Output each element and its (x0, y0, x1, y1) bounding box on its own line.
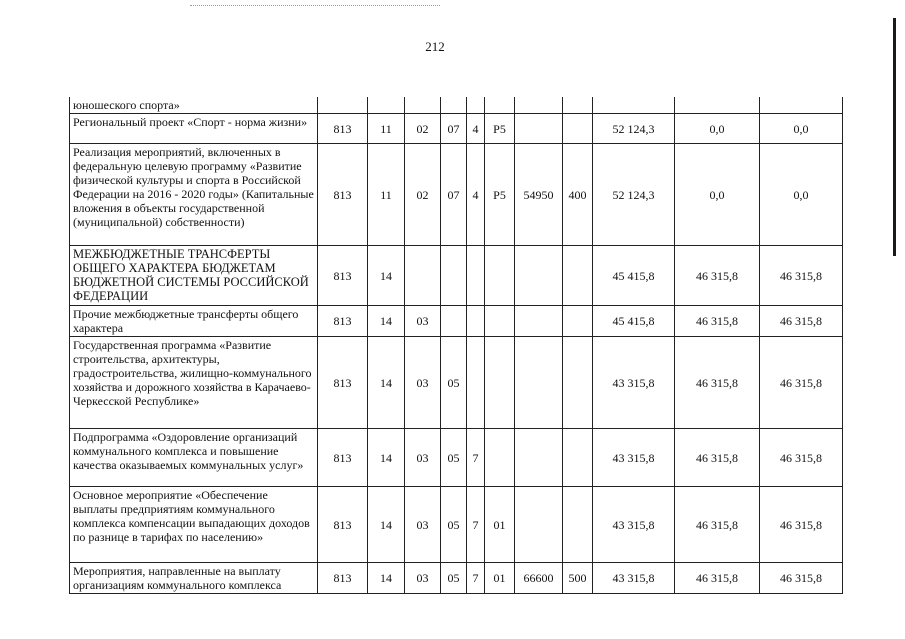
row-name: юношеского спорта» (70, 97, 318, 114)
code-ministry: 813 (318, 487, 368, 563)
table-row (70, 97, 843, 114)
code-program: 05 (441, 337, 467, 429)
sum-year-1: 45 415,8 (593, 306, 675, 337)
code-expense-type (563, 337, 593, 429)
code-section: 14 (368, 337, 405, 429)
code-event: 01 (485, 563, 515, 594)
code-subsection: 03 (405, 487, 441, 563)
code-ministry: 813 (318, 114, 368, 144)
code-program: 07 (441, 114, 467, 144)
code-subsection (405, 246, 441, 306)
row-name: Региональный проект «Спорт - норма жизни» (70, 114, 318, 144)
budget-table (69, 97, 843, 594)
table-row (70, 246, 843, 306)
code-program: 07 (441, 144, 467, 246)
sum-year-1: 45 415,8 (593, 246, 675, 306)
code-expense-type (563, 246, 593, 306)
sum-year-1: 43 315,8 (593, 429, 675, 487)
code-ministry (318, 97, 368, 114)
code-expense-type (563, 429, 593, 487)
code-subsection (405, 97, 441, 114)
table-row (70, 306, 843, 337)
code-section: 14 (368, 246, 405, 306)
sum-year-1: 43 315,8 (593, 563, 675, 594)
table-row (70, 487, 843, 563)
code-program (441, 246, 467, 306)
sum-year-1: 52 124,3 (593, 144, 675, 246)
code-expense-type (563, 306, 593, 337)
code-section: 14 (368, 306, 405, 337)
code-subsection: 02 (405, 144, 441, 246)
table-row (70, 337, 843, 429)
sum-year-3: 46 315,8 (760, 429, 843, 487)
sum-year-3 (760, 97, 843, 114)
code-ministry: 813 (318, 144, 368, 246)
code-subprogram (467, 97, 485, 114)
code-subprogram (467, 306, 485, 337)
sum-year-1: 52 124,3 (593, 114, 675, 144)
code-section: 11 (368, 144, 405, 246)
code-direction (515, 487, 563, 563)
code-subprogram: 4 (467, 144, 485, 246)
sum-year-2: 46 315,8 (675, 306, 760, 337)
code-direction (515, 306, 563, 337)
code-subsection: 03 (405, 306, 441, 337)
code-expense-type (563, 97, 593, 114)
sum-year-1: 43 315,8 (593, 337, 675, 429)
code-subprogram (467, 246, 485, 306)
row-name: Прочие межбюджетные трансферты общего характера (70, 306, 318, 337)
code-ministry: 813 (318, 246, 368, 306)
code-event: P5 (485, 114, 515, 144)
code-subprogram: 7 (467, 487, 485, 563)
table-row (70, 429, 843, 487)
sum-year-1 (593, 97, 675, 114)
code-section (368, 97, 405, 114)
code-direction: 66600 (515, 563, 563, 594)
code-program (441, 97, 467, 114)
sum-year-1: 43 315,8 (593, 487, 675, 563)
code-event: 01 (485, 487, 515, 563)
sum-year-3: 46 315,8 (760, 337, 843, 429)
sum-year-2: 46 315,8 (675, 429, 760, 487)
code-program: 05 (441, 487, 467, 563)
code-event (485, 337, 515, 429)
row-name: Государственная программа «Развитие строительства, архитектуры, градостроительства, жилищно-коммунального хозяйства и дорожного хозяйства в Карачаево-Черкесской Республике» (70, 337, 318, 429)
code-subsection: 02 (405, 114, 441, 144)
code-direction (515, 429, 563, 487)
sum-year-3: 46 315,8 (760, 487, 843, 563)
code-subprogram: 7 (467, 429, 485, 487)
sum-year-2 (675, 97, 760, 114)
code-direction: 54950 (515, 144, 563, 246)
code-event (485, 97, 515, 114)
sum-year-3: 46 315,8 (760, 563, 843, 594)
code-subprogram: 4 (467, 114, 485, 144)
sum-year-2: 46 315,8 (675, 487, 760, 563)
sum-year-3: 0,0 (760, 144, 843, 246)
sum-year-3: 46 315,8 (760, 246, 843, 306)
top-scan-line (190, 5, 440, 6)
table-row (70, 144, 843, 246)
code-subprogram (467, 337, 485, 429)
row-name: МЕЖБЮДЖЕТНЫЕ ТРАНСФЕРТЫ ОБЩЕГО ХАРАКТЕРА БЮДЖЕТАМ БЮДЖЕТНОЙ СИСТЕМЫ РОССИЙСКОЙ ФЕДЕРАЦИИ (70, 246, 318, 306)
table-row (70, 114, 843, 144)
code-expense-type: 400 (563, 144, 593, 246)
code-expense-type: 500 (563, 563, 593, 594)
row-name: Мероприятия, направленные на выплату организациям коммунального комплекса (70, 563, 318, 594)
code-direction (515, 337, 563, 429)
code-event (485, 246, 515, 306)
code-subsection: 03 (405, 429, 441, 487)
page-number: 212 (425, 39, 445, 54)
code-subsection: 03 (405, 563, 441, 594)
right-margin-bar (893, 18, 896, 256)
code-ministry: 813 (318, 563, 368, 594)
code-program: 05 (441, 563, 467, 594)
row-name: Реализация мероприятий, включенных в федеральную целевую программу «Развитие физической культуры и спорта в Российской Федерации на 2016 - 2020 годы» (Капитальные вложения в объекты государственной (муниципальной) собственности) (70, 144, 318, 246)
code-program (441, 306, 467, 337)
code-subsection: 03 (405, 337, 441, 429)
code-section: 14 (368, 429, 405, 487)
code-section: 11 (368, 114, 405, 144)
sum-year-3: 0,0 (760, 114, 843, 144)
code-event (485, 306, 515, 337)
code-direction (515, 114, 563, 144)
code-expense-type (563, 114, 593, 144)
code-ministry: 813 (318, 337, 368, 429)
code-section: 14 (368, 563, 405, 594)
sum-year-2: 0,0 (675, 144, 760, 246)
code-ministry: 813 (318, 429, 368, 487)
code-direction (515, 246, 563, 306)
sum-year-2: 46 315,8 (675, 246, 760, 306)
code-section: 14 (368, 487, 405, 563)
sum-year-3: 46 315,8 (760, 306, 843, 337)
code-event: P5 (485, 144, 515, 246)
sum-year-2: 46 315,8 (675, 337, 760, 429)
code-event (485, 429, 515, 487)
sum-year-2: 46 315,8 (675, 563, 760, 594)
code-subprogram: 7 (467, 563, 485, 594)
row-name: Подпрограмма «Оздоровление организаций коммунального комплекса и повышение качества оказываемых коммунальных услуг» (70, 429, 318, 487)
code-direction (515, 97, 563, 114)
code-expense-type (563, 487, 593, 563)
code-ministry: 813 (318, 306, 368, 337)
code-program: 05 (441, 429, 467, 487)
sum-year-2: 0,0 (675, 114, 760, 144)
row-name: Основное мероприятие «Обеспечение выплаты предприятиям коммунального комплекса компенсации выпадающих доходов по разнице в тарифах по населению» (70, 487, 318, 563)
table-row (70, 563, 843, 594)
